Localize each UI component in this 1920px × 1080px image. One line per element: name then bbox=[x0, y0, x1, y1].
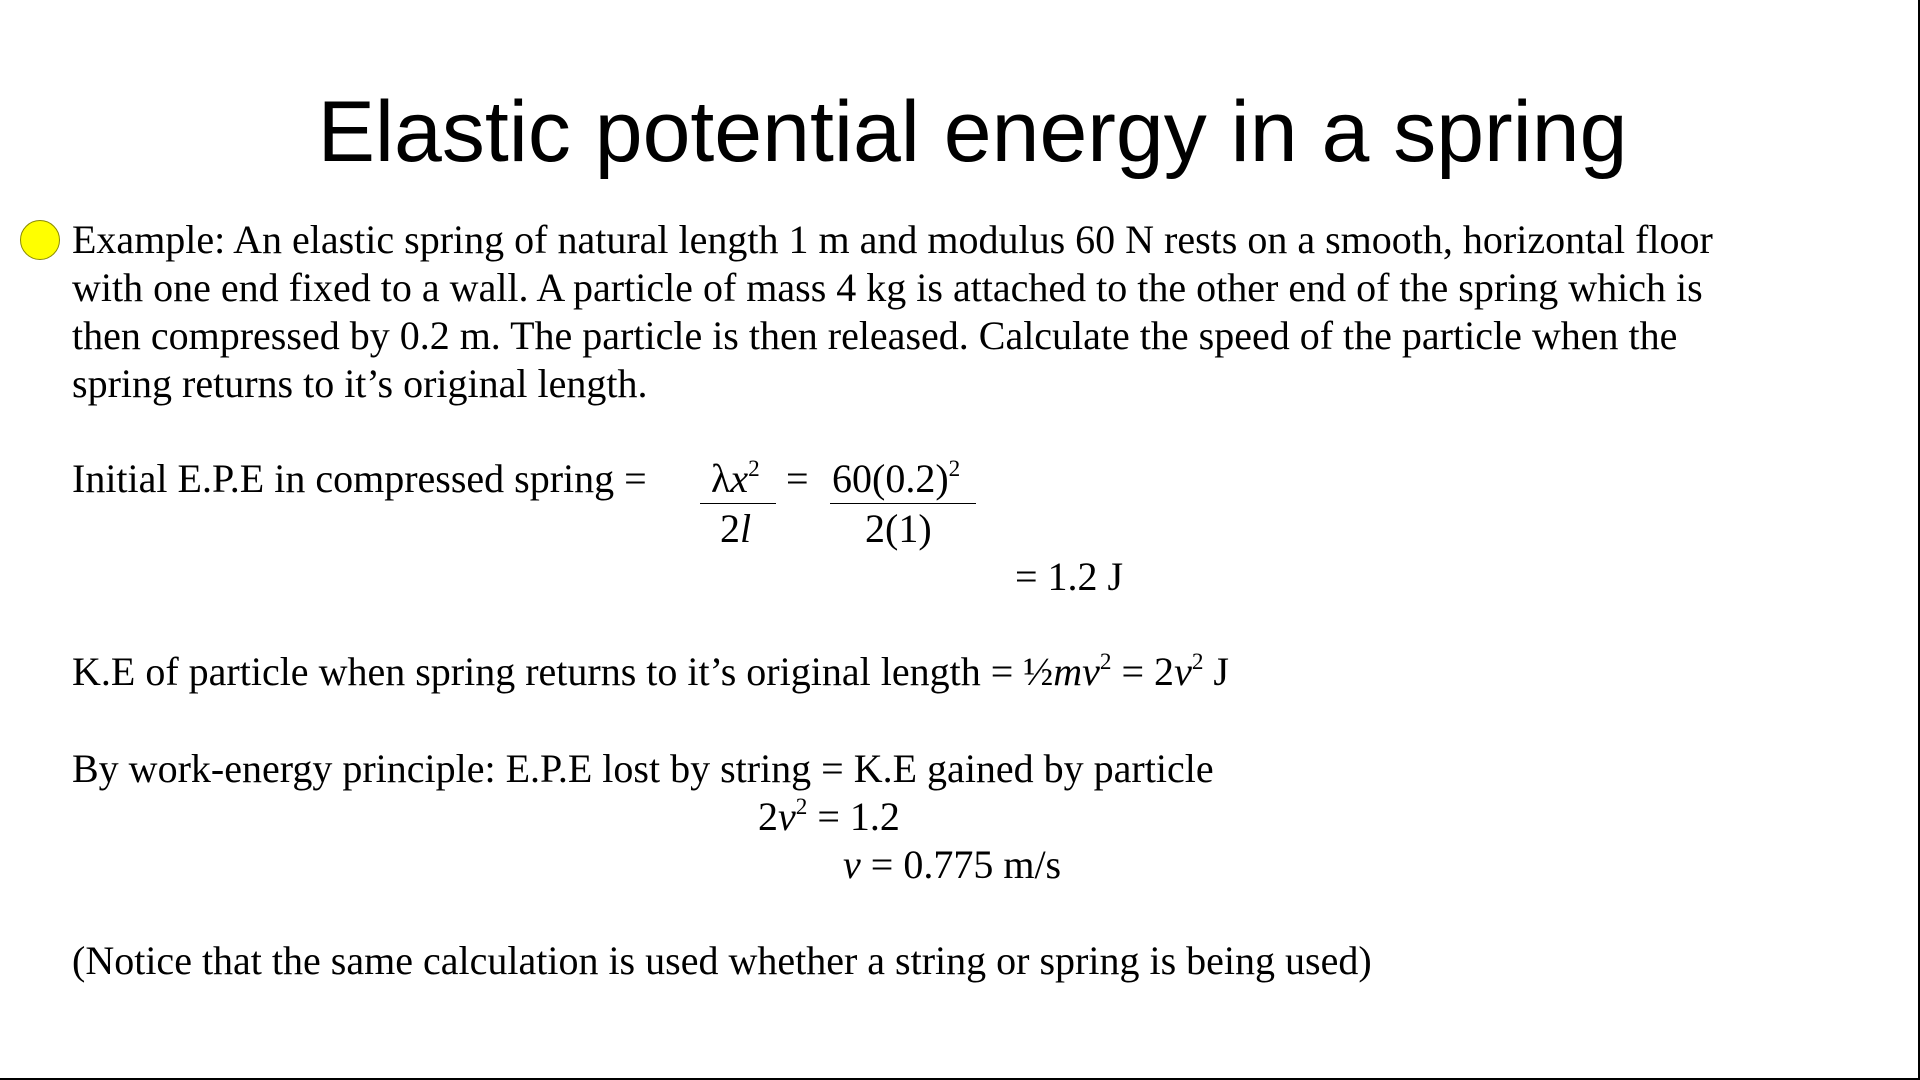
eq2-v: v bbox=[843, 842, 861, 887]
slide-title: Elastic potential energy in a spring bbox=[317, 84, 1628, 180]
example-line-2: with one end fixed to a wall. A particle of mass 4 kg is attached to the other end of the spring which is bbox=[72, 265, 1703, 310]
yellow-circle-bullet-icon bbox=[20, 220, 60, 260]
eq1-two: 2 bbox=[758, 794, 778, 839]
example-line-4: spring returns to it’s original length. bbox=[72, 361, 648, 406]
example-line-3: then compressed by 0.2 m. The particle is then released. Calculate the speed of the particle when the bbox=[72, 313, 1678, 358]
epe-label: Initial E.P.E in compressed spring = bbox=[72, 456, 647, 501]
v-variable: v bbox=[1082, 649, 1100, 694]
eq1-v: v bbox=[778, 794, 796, 839]
squared-2: 2 bbox=[948, 455, 961, 482]
eq2-rhs: = 0.775 m/s bbox=[860, 842, 1062, 887]
l-variable: l bbox=[740, 506, 752, 551]
epe-denominator-2: 2(1) bbox=[865, 506, 932, 551]
den-two: 2 bbox=[720, 506, 740, 551]
epe-numerator-2 bbox=[832, 455, 960, 503]
equation-2v2 bbox=[758, 793, 900, 841]
ke-mid: = 2 bbox=[1111, 649, 1175, 694]
epe-denominator bbox=[720, 505, 751, 553]
ke-line bbox=[72, 648, 1229, 696]
epe-result: = 1.2 J bbox=[1015, 554, 1124, 599]
ke-prefix: K.E of particle when spring returns to it’s original length = ½ bbox=[72, 649, 1054, 694]
num-60: 60(0.2) bbox=[832, 456, 949, 501]
work-energy-line: By work-energy principle: E.P.E lost by string = K.E gained by particle bbox=[72, 746, 1214, 791]
fraction-line-2 bbox=[830, 503, 976, 504]
example-paragraph bbox=[72, 216, 1872, 408]
ke-suffix: J bbox=[1203, 649, 1229, 694]
fraction-line-1 bbox=[700, 503, 776, 504]
m-variable: m bbox=[1053, 649, 1083, 694]
epe-numerator bbox=[711, 455, 760, 503]
squared: 2 bbox=[748, 455, 760, 482]
v-variable-2: v bbox=[1174, 649, 1192, 694]
lambda-symbol: λ bbox=[711, 456, 731, 501]
eq1-squared: 2 bbox=[795, 793, 808, 820]
ke-squared-2: 2 bbox=[1191, 648, 1204, 675]
epe-equals: = bbox=[786, 456, 809, 501]
equation-v bbox=[843, 841, 1061, 889]
ke-squared: 2 bbox=[1099, 648, 1112, 675]
notice-text: (Notice that the same calculation is used whether a string or spring is being used) bbox=[72, 938, 1372, 983]
eq1-rhs: = 1.2 bbox=[807, 794, 900, 839]
x-variable: x bbox=[730, 456, 749, 501]
example-line-1: Example: An elastic spring of natural length 1 m and modulus 60 N rests on a smooth, horizontal floor bbox=[72, 217, 1713, 262]
